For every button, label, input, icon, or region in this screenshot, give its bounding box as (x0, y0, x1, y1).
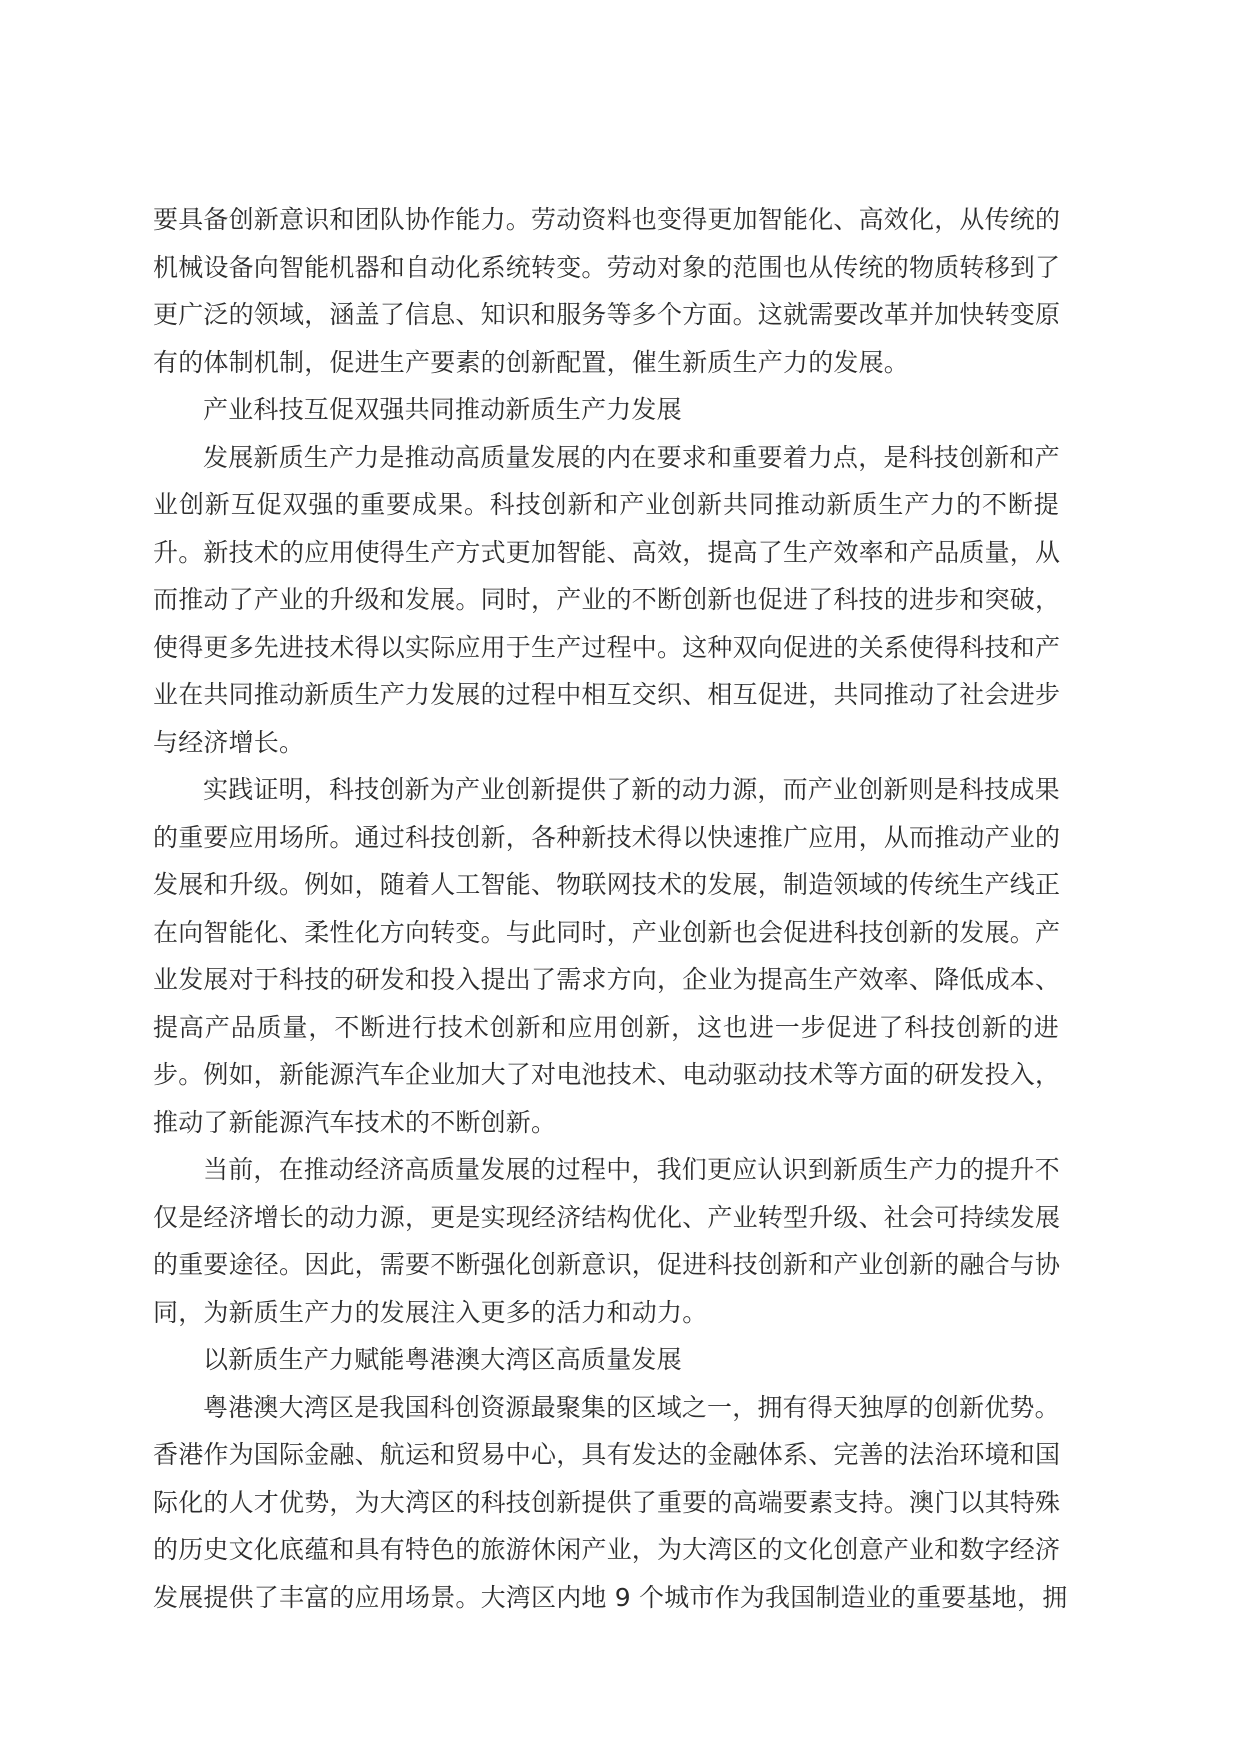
body-line: 推动了新能源汽车技术的不断创新。 (153, 1107, 557, 1137)
body-line: 粤港澳大湾区是我国科创资源最聚集的区域之一，拥有得天独厚的创新优势。 (203, 1392, 1060, 1422)
body-line: 的历史文化底蕴和具有特色的旅游休闲产业，为大湾区的文化创意产业和数字经济 (153, 1535, 1061, 1564)
section-heading: 产业科技互促双强共同推动新质生产力发展 (203, 395, 682, 424)
body-line: 有的体制机制，促进生产要素的创新配置，催生新质生产力的发展。 (153, 347, 910, 377)
body-line: 的重要途径。因此，需要不断强化创新意识，促进科技创新和产业创新的融合与协 (153, 1250, 1061, 1279)
body-line: 业发展对于科技的研发和投入提出了需求方向，企业为提高生产效率、降低成本、 (153, 965, 1061, 994)
body-line: 际化的人才优势，为大湾区的科技创新提供了重要的高端要素支持。澳门以其特殊 (153, 1487, 1061, 1517)
body-line: 要具备创新意识和团队协作能力。劳动资料也变得更加智能化、高效化，从传统的 (153, 205, 1061, 234)
body-line: 机械设备向智能机器和自动化系统转变。劳动对象的范围也从传统的物质转移到了 (153, 252, 1061, 282)
body-line: 同，为新质生产力的发展注入更多的活力和动力。 (153, 1297, 708, 1327)
body-line: 发展提供了丰富的应用场景。大湾区内地 9 个城市作为我国制造业的重要基地，拥 (153, 1582, 1068, 1612)
body-line: 业创新互促双强的重要成果。科技创新和产业创新共同推动新质生产力的不断提 (153, 490, 1059, 519)
body-line: 的重要应用场所。通过科技创新，各种新技术得以快速推广应用，从而推动产业的 (153, 822, 1061, 852)
body-line: 与经济增长。 (153, 727, 305, 757)
body-line: 当前，在推动经济高质量发展的过程中，我们更应认识到新质生产力的提升不 (203, 1155, 1060, 1184)
body-line: 在向智能化、柔性化方向转变。与此同时，产业创新也会促进科技创新的发展。产 (153, 917, 1061, 947)
body-line: 实践证明，科技创新为产业创新提供了新的动力源，而产业创新则是科技成果 (203, 775, 1060, 804)
body-line: 步。例如，新能源汽车企业加大了对电池技术、电动驱动技术等方面的研发投入， (153, 1060, 1061, 1089)
body-line: 发展和升级。例如，随着人工智能、物联网技术的发展，制造领域的传统生产线正 (153, 870, 1061, 899)
body-line: 而推动了产业的升级和发展。同时，产业的不断创新也促进了科技的进步和突破， (153, 585, 1061, 614)
body-line: 香港作为国际金融、航运和贸易中心，具有发达的金融体系、完善的法治环境和国 (153, 1440, 1061, 1469)
document-body (153, 196, 1068, 1621)
body-line: 更广泛的领域，涵盖了信息、知识和服务等多个方面。这就需要改革并加快转变原 (153, 300, 1061, 329)
body-line: 升。新技术的应用使得生产方式更加智能、高效，提高了生产效率和产品质量，从 (153, 537, 1061, 567)
section-heading: 以新质生产力赋能粤港澳大湾区高质量发展 (203, 1345, 682, 1374)
body-line: 仅是经济增长的动力源，更是实现经济结构优化、产业转型升级、社会可持续发展 (153, 1202, 1061, 1232)
body-line: 发展新质生产力是推动高质量发展的内在要求和重要着力点，是科技创新和产 (203, 442, 1060, 472)
body-line: 提高产品质量，不断进行技术创新和应用创新，这也进一步促进了科技创新的进 (153, 1012, 1059, 1042)
body-line: 业在共同推动新质生产力发展的过程中相互交织、相互促进，共同推动了社会进步 (153, 680, 1061, 709)
body-line: 使得更多先进技术得以实际应用于生产过程中。这种双向促进的关系使得科技和产 (153, 632, 1061, 662)
